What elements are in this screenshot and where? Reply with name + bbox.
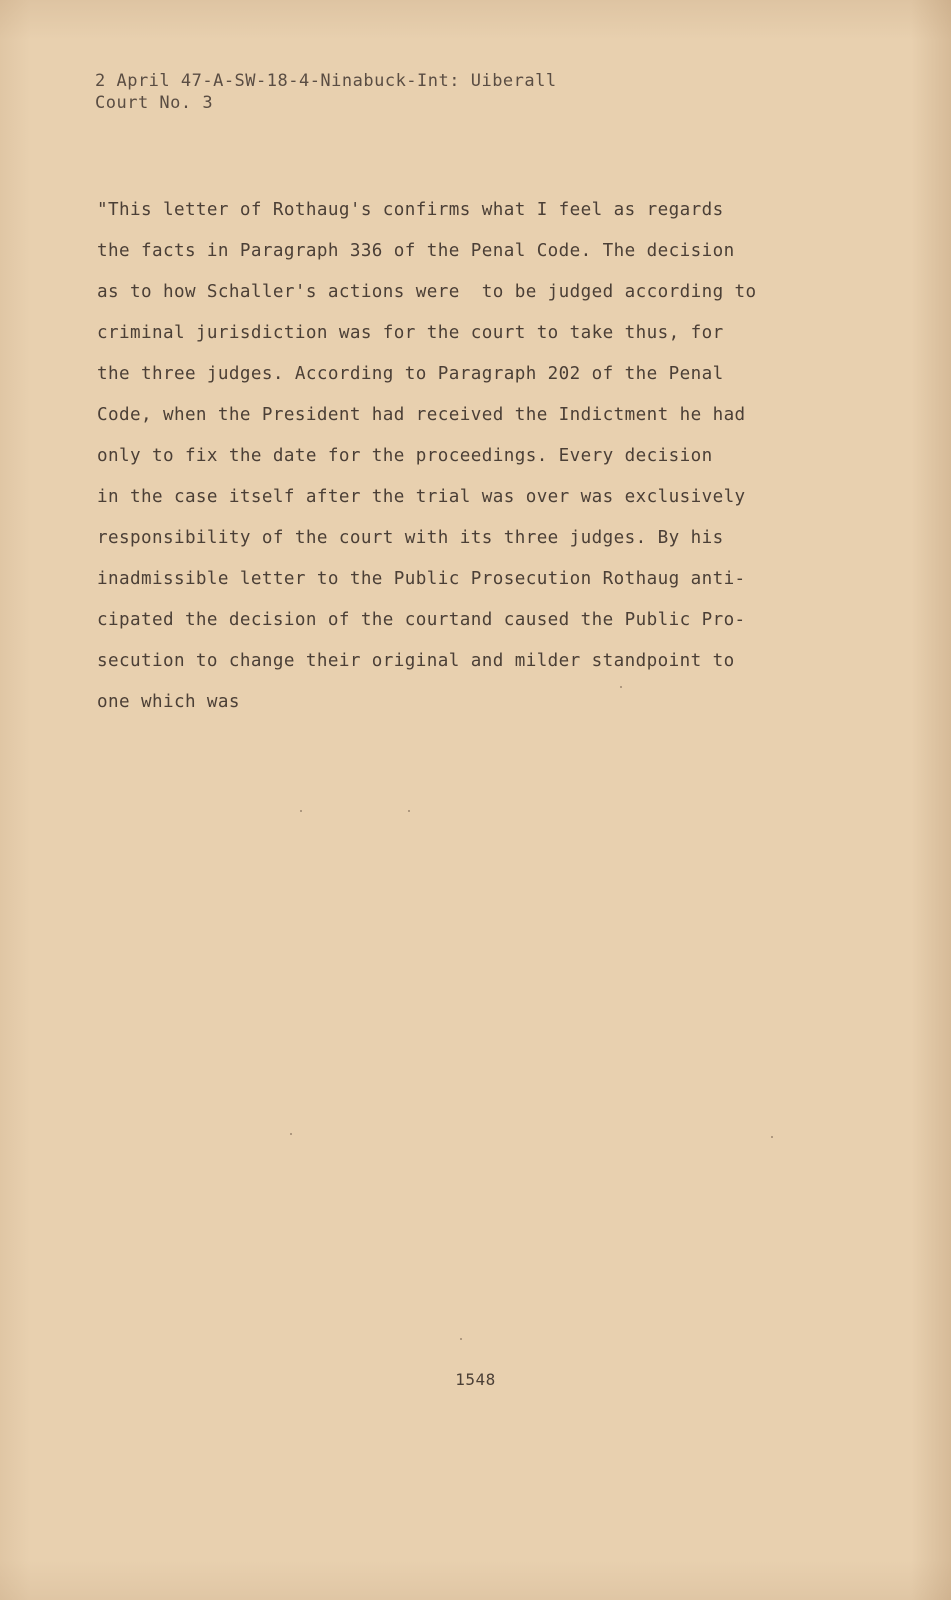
transcript-body	[97, 190, 857, 723]
body-line: Code, when the President had received the Indictment he had	[97, 405, 746, 425]
body-line: the three judges. According to Paragraph 202 of the Penal	[97, 364, 724, 384]
body-line: criminal jurisdiction was for the court to take thus, for	[97, 323, 724, 343]
header-session-line: 2 April 47-A-SW-18-4-Ninabuck-Int: Uiberall	[95, 71, 557, 91]
paper-speck	[300, 810, 302, 812]
body-line: inadmissible letter to the Public Prosecution Rothaug anti-	[97, 569, 746, 589]
paper-speck	[620, 686, 622, 688]
paper-speck	[771, 1136, 773, 1138]
header-court-line: Court No. 3	[95, 93, 214, 113]
body-line: one which was	[97, 692, 240, 712]
document-header	[95, 70, 557, 114]
body-line: "This letter of Rothaug's confirms what I feel as regards	[97, 200, 724, 220]
body-line: the facts in Paragraph 336 of the Penal Code. The decision	[97, 241, 735, 261]
body-line: only to fix the date for the proceedings. Every decision	[97, 446, 713, 466]
paper-speck	[460, 1338, 462, 1340]
paper-speck	[408, 810, 410, 812]
body-line: responsibility of the court with its three judges. By his	[97, 528, 724, 548]
page-number: 1548	[455, 1370, 496, 1389]
body-line: as to how Schaller's actions were to be judged according to	[97, 282, 757, 302]
paper-speck	[290, 1133, 292, 1135]
body-line: secution to change their original and milder standpoint to	[97, 651, 735, 671]
body-line: cipated the decision of the courtand caused the Public Pro-	[97, 610, 746, 630]
body-line: in the case itself after the trial was over was exclusively	[97, 487, 746, 507]
